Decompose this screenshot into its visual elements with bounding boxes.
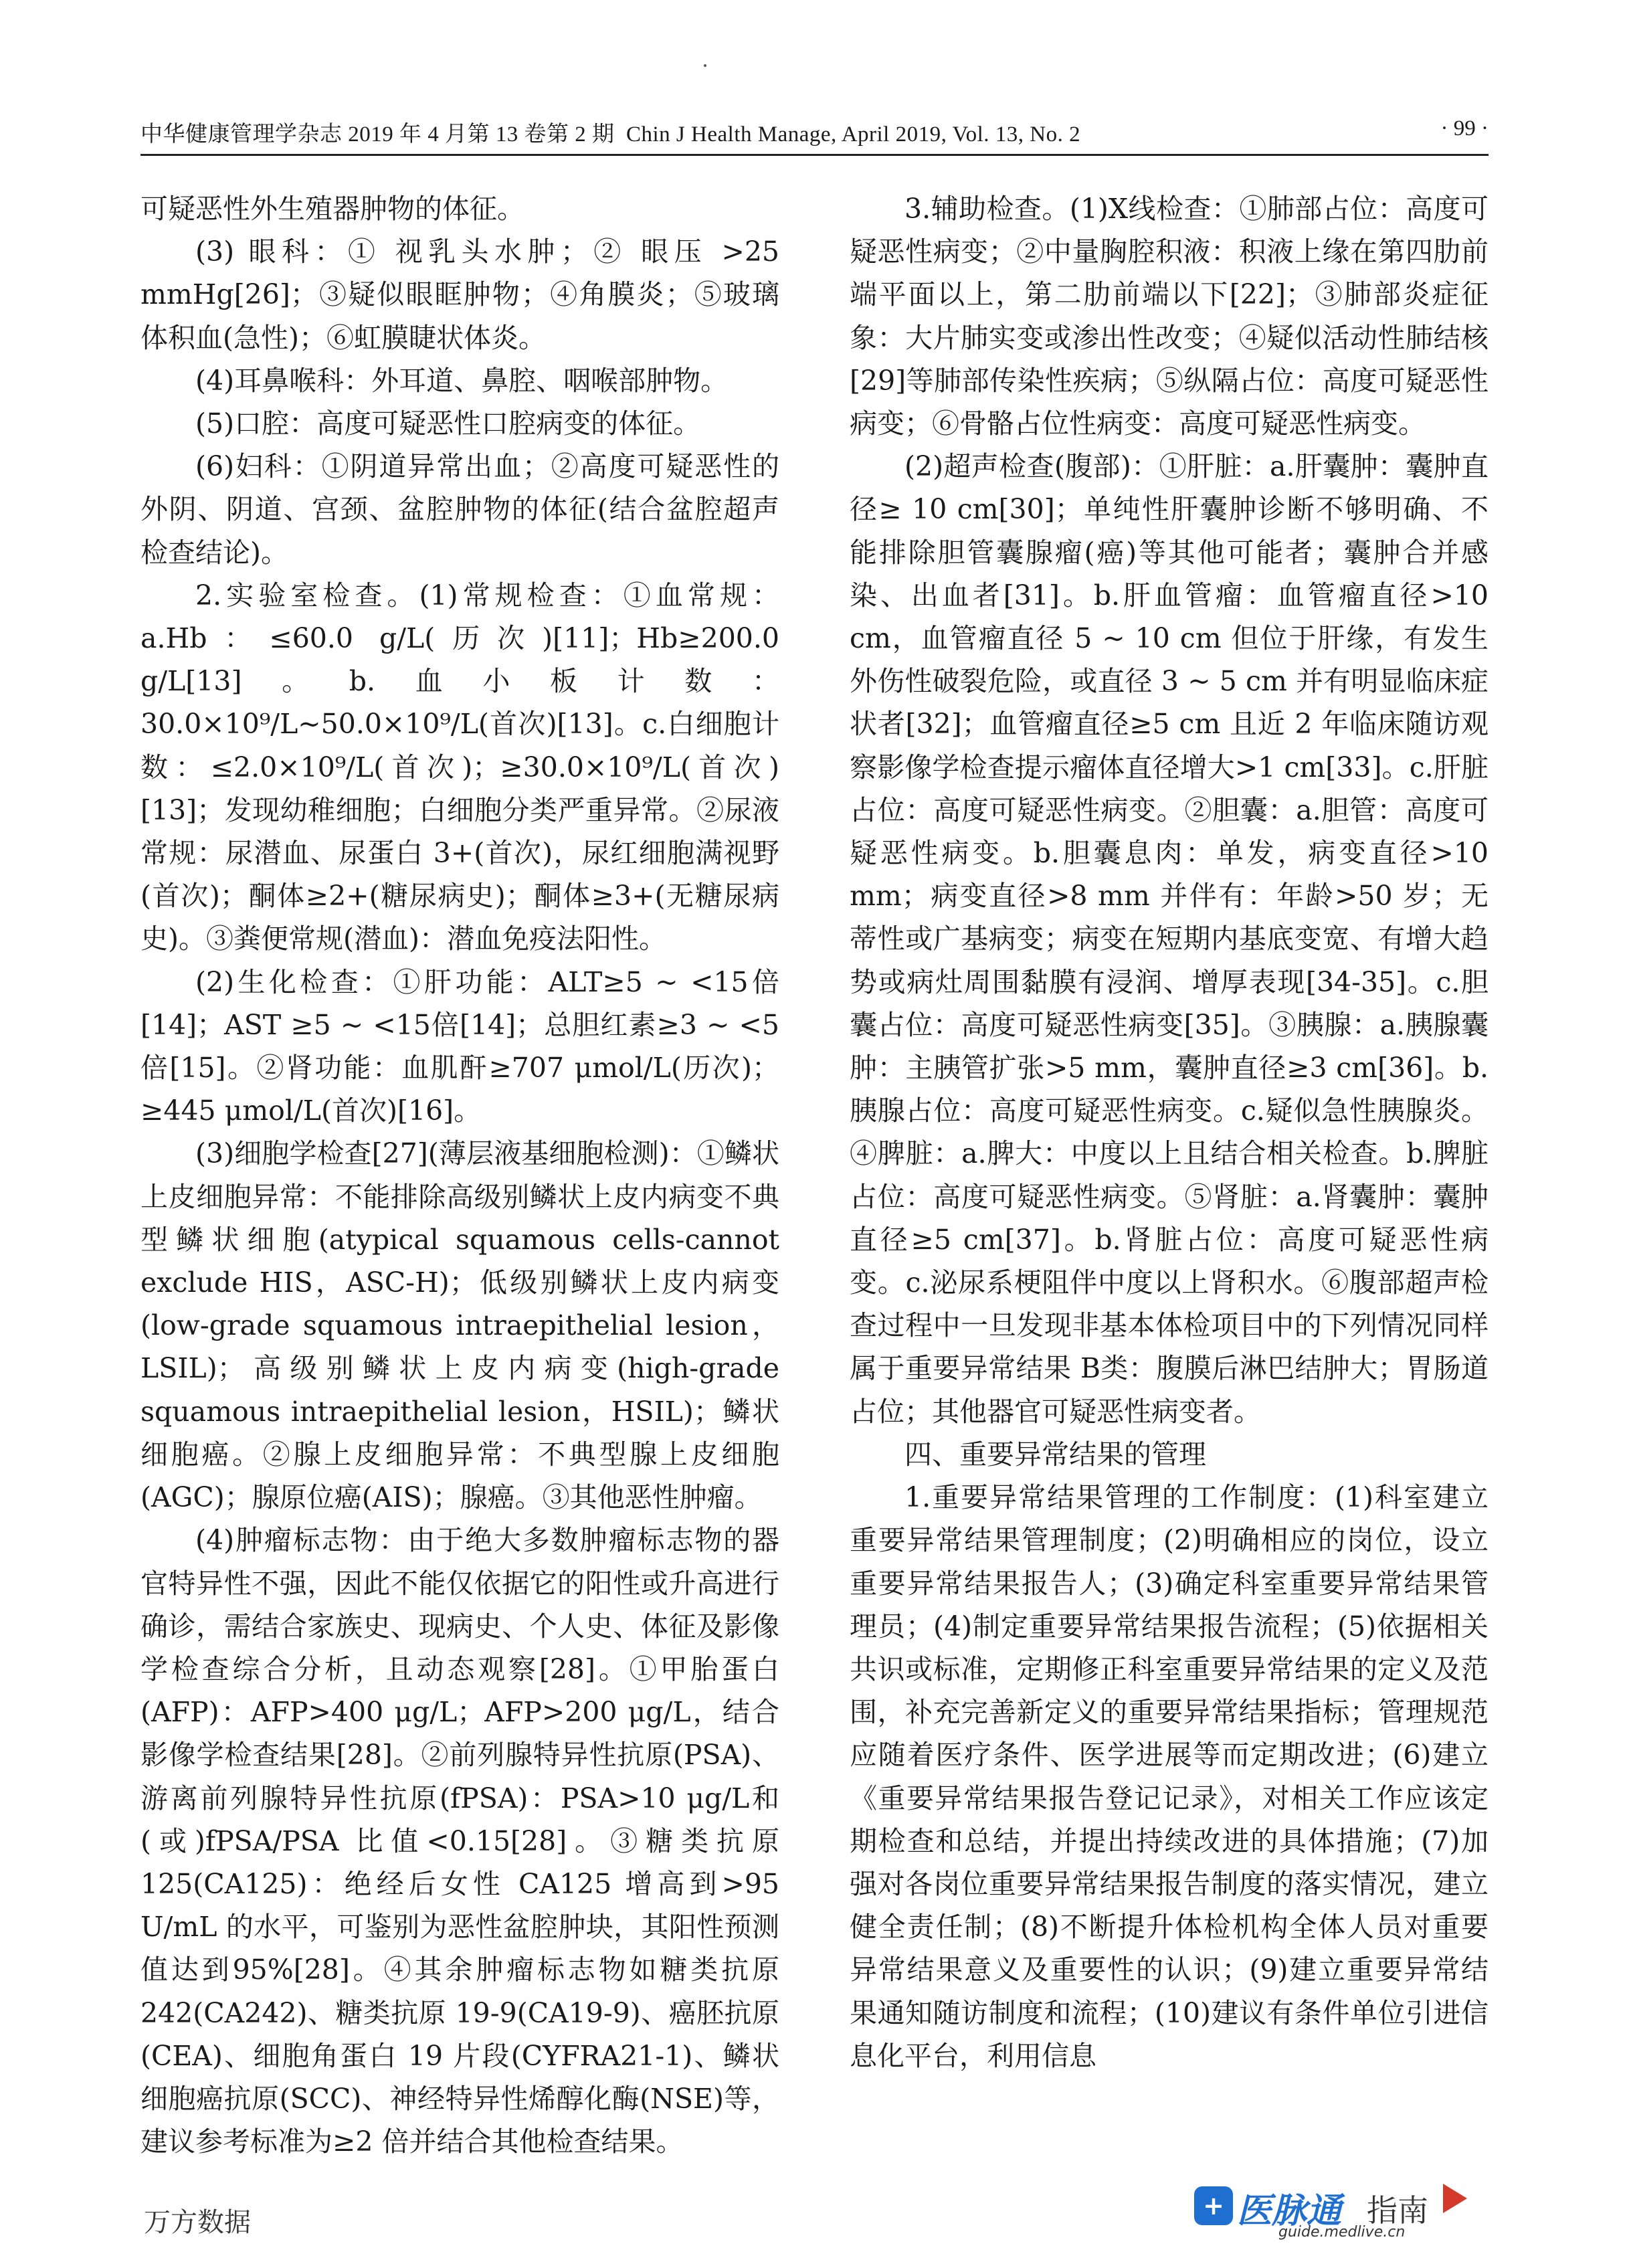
- paragraph: 2.实验室检查。(1)常规检查：①血常规：a.Hb：≤60.0 g/L(历次)[11]；Hb≥200.0 g/L[13]。b.血小板计数：30.0×10⁹/L~50.0×10⁹/L(首次)[13]。c.白细胞计数：≤2.0×10⁹/L(首次)；≥30.0×10⁹/L(首次)[13]；发现幼稚细胞；白细胞分类严重异常。②尿液常规：尿潜血、尿蛋白 3+(首次)，尿红细胞满视野(首次)；酮体≥2+(糖尿病史)；酮体≥3+(无糖尿病史)。③粪便常规(潜血)：潜血免疫法阳性。: [140, 579, 779, 955]
- journal-title-cn: 中华健康管理学杂志 2019 年 4 月第 13 卷第 2 期: [140, 122, 615, 147]
- journal-citation: [140, 116, 1080, 148]
- page-number: · 99 ·: [1440, 116, 1489, 140]
- paragraph: 1.重要异常结果管理的工作制度：(1)科室建立重要异常结果管理制度；(2)明确相应的岗位，设立重要异常结果报告人；(3)确定科室重要异常结果管理员；(4)制定重要异常结果报告流程；(5)依据相关共识或标准，定期修正科室重要异常结果的定义及范围，补充完善新定义的重要异常结果指标；管理规范应随着医疗条件、医学进展等而定期改进；(6)建立《重要异常结果报告登记记录》，对相关工作应该定期检查和总结，并提出持续改进的具体措施；(7)加强对各岗位重要异常结果报告制度的落实情况，建立健全责任制；(8)不断提升体检机构全体人员对重要异常结果意义及重要性的认识；(9)建立重要异常结果通知随访制度和流程；(10)建议有条件单位引进信息化平台，利用信息: [850, 1481, 1489, 2072]
- paragraph: (3)细胞学检查[27](薄层液基细胞检测)：①鳞状上皮细胞异常：不能排除高级别鳞状上皮内病变不典型鳞状细胞(atypical squamous cells-cannot exclude HIS，ASC-H)；低级别鳞状上皮内病变(low-grade squamous intraepithelial lesion，LSIL)；高级别鳞状上皮内病变(high-grade squamous intraepithelial lesion，HSIL)；鳞状细胞癌。②腺上皮细胞异常：不典型腺上皮细胞(AGC)；腺原位癌(AIS)；腺癌。③其他恶性肿瘤。: [140, 1137, 779, 1514]
- medlive-logo: [1194, 2182, 1499, 2243]
- paragraph: (3) 眼科：① 视乳头水肿；② 眼压 >25 mmHg[26]；③疑似眼眶肿物；④角膜炎；⑤玻璃体积血(急性)；⑥虹膜睫状体炎。: [140, 235, 779, 354]
- logo-badge-icon: +: [1194, 2186, 1233, 2225]
- paragraph: (2)生化检查：①肝功能：ALT≥5 ~ <15倍[14]；AST ≥5 ~ <15倍[14]；总胆红素≥3 ~ <5倍[15]。②肾功能：血肌酐≥707 μmol/L(历次)；≥445 μmol/L(首次)[16]。: [140, 965, 779, 1127]
- paragraph: 3.辅助检查。(1)X线检查：①肺部占位：高度可疑恶性病变；②中量胸腔积液：积液上缘在第四肋前端平面以上，第二肋前端以下[22]；③肺部炎症征象：大片肺实变或渗出性改变；④疑似活动性肺结核[29]等肺部传染性疾病；⑤纵隔占位：高度可疑恶性病变；⑥骨骼占位性病变：高度可疑恶性病变。: [850, 193, 1489, 440]
- logo-url: guide.medlive.cn: [1278, 2224, 1406, 2241]
- logo-arrow-icon: [1443, 2184, 1467, 2213]
- paragraph: (4)肿瘤标志物：由于绝大多数肿瘤标志物的器官特异性不强，因此不能仅依据它的阳性或升高进行确诊，需结合家族史、现病史、个人史、体征及影像学检查综合分析，且动态观察[28]。①甲胎蛋白(AFP)：AFP>400 μg/L；AFP>200 μg/L，结合影像学检查结果[28]。②前列腺特异性抗原(PSA)、游离前列腺特异性抗原(fPSA)：PSA>10 μg/L和(或)fPSA/PSA 比值<0.15[28]。③糖类抗原 125(CA125)：绝经后女性 CA125 增高到>95 U/mL 的水平，可鉴别为恶性盆腔肿块，其阳性预测值达到95%[28]。④其余肿瘤标志物如糖类抗原 242(CA242)、糖类抗原 19-9(CA19-9)、癌胚抗原(CEA)、细胞角蛋白 19 片段(CYFRA21-1)、鳞状细胞癌抗原(SCC)、神经特异性烯醇化酶(NSE)等，建议参考标准为≥2 倍并结合其他检查结果。: [140, 1524, 779, 2158]
- logo-guide-text: 指南: [1367, 2192, 1428, 2229]
- paragraph: (5)口腔：高度可疑恶性口腔病变的体征。: [195, 407, 701, 440]
- paragraph: 四、重要异常结果的管理: [904, 1438, 1206, 1471]
- paragraph: (4)耳鼻喉科：外耳道、鼻腔、咽喉部肿物。: [195, 364, 729, 397]
- journal-title-en: Chin J Health Manage, April 2019, Vol. 13, No. 2: [626, 122, 1081, 147]
- paragraph: (6)妇科：①阴道异常出血；②高度可疑恶性的外阴、阴道、宫颈、盆腔肿物的体征(结合盆腔超声检查结论)。: [140, 450, 779, 569]
- running-header: [140, 112, 1489, 156]
- paragraph: 可疑恶性外生殖器肿物的体征。: [140, 193, 524, 225]
- logo-text: 医脉通: [1237, 2191, 1342, 2231]
- top-mark: [704, 64, 706, 67]
- left-column: [140, 187, 779, 2163]
- paragraph: (2)超声检查(腹部)：①肝脏：a.肝囊肿：囊肿直径≥ 10 cm[30]；单纯性肝囊肿诊断不够明确、不能排除胆管囊腺瘤(癌)等其他可能者；囊肿合并感染、出血者[31]。b.肝血管瘤：血管瘤直径>10 cm，血管瘤直径 5 ~ 10 cm 但位于肝缘，有发生外伤性破裂危险，或直径 3 ~ 5 cm 并有明显临床症状者[32]；血管瘤直径≥5 cm 且近 2 年临床随访观察影像学检查提示瘤体直径增大>1 cm[33]。c.肝脏占位：高度可疑恶性病变。②胆囊：a.胆管：高度可疑恶性病变。b.胆囊息肉：单发，病变直径>10 mm；病变直径>8 mm 并伴有：年龄>50 岁；无蒂性或广基病变；病变在短期内基底变宽、有增大趋势或病灶周围黏膜有浸润、增厚表现[34-35]。c.胆囊占位：高度可疑恶性病变[35]。③胰腺：a.胰腺囊肿：主胰管扩张>5 mm，囊肿直径≥3 cm[36]。b.胰腺占位：高度可疑恶性病变。c.疑似急性胰腺炎。④脾脏：a.脾大：中度以上且结合相关检查。b.脾脏占位：高度可疑恶性病变。⑤肾脏：a.肾囊肿：囊肿直径≥5 cm[37]。b.肾脏占位：高度可疑恶性病变。c.泌尿系梗阻伴中度以上肾积水。⑥腹部超声检查过程中一旦发现非基本体检项目中的下列情况同样属于重要异常结果 B类：腹膜后淋巴结肿大；胃肠道占位；其他器官可疑恶性病变者。: [850, 450, 1489, 1428]
- right-column: [850, 187, 1489, 2077]
- watermark-text: 万方数据: [144, 2207, 251, 2238]
